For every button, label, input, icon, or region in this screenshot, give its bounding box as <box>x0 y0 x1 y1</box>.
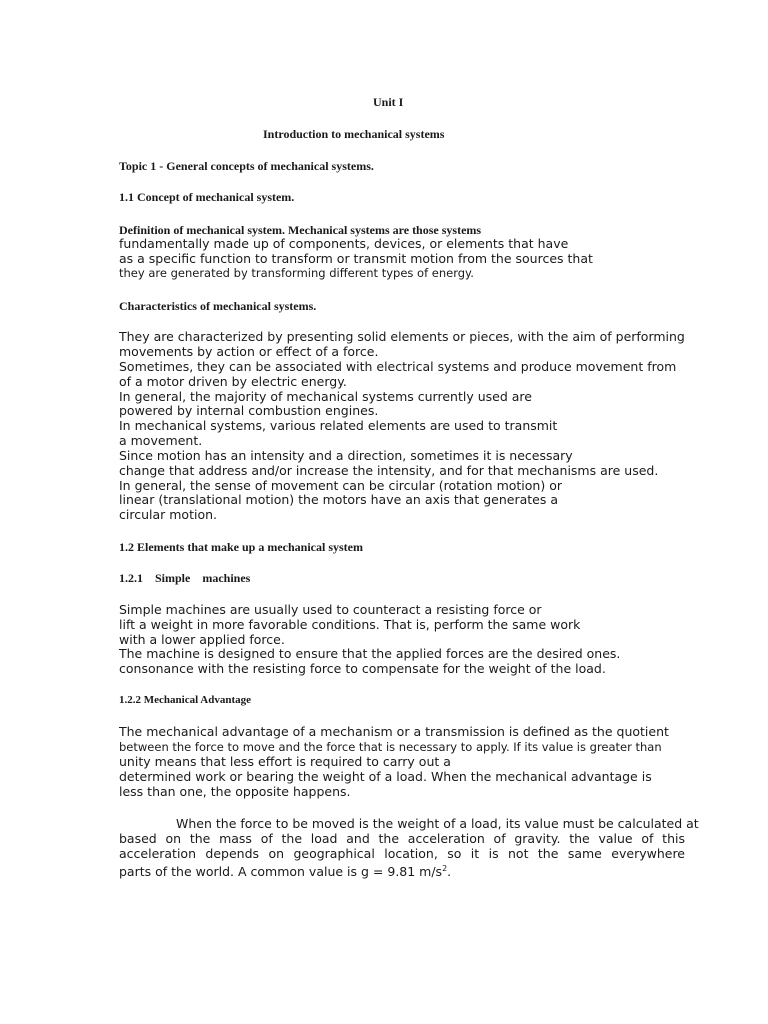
definition-line: fundamentally made up of components, devices, or elements that have <box>119 236 569 251</box>
gravity-line: based on the mass of the load and the acceleration of gravity. the value of this <box>119 831 685 846</box>
advantage-line: between the force to move and the force that is necessary to apply. If its value is greater than <box>119 740 662 754</box>
characteristics-line: In general, the majority of mechanical systems currently used are <box>119 389 532 404</box>
characteristics-line: linear (translational motion) the motors have an axis that generates a <box>119 492 558 507</box>
definition-line: they are generated by transforming different types of energy. <box>119 266 474 280</box>
gravity-superscript: 2 <box>442 864 448 873</box>
gravity-last-period: . <box>447 864 452 879</box>
simple-machines-line: Simple machines are usually used to counteract a resisting force or <box>119 602 542 617</box>
gravity-last-line <box>119 862 451 879</box>
gravity-last-text: parts of the world. A common value is g = 9.81 m/s <box>119 864 443 879</box>
section-1-2-1-heading: 1.2.1 Simple machines <box>119 571 251 585</box>
gravity-line: acceleration depends on geographical location, so it is not the same everywhere <box>119 846 685 861</box>
characteristics-line: powered by internal combustion engines. <box>119 403 379 418</box>
characteristics-line: In mechanical systems, various related elements are used to transmit <box>119 418 558 433</box>
characteristics-line: Sometimes, they can be associated with electrical systems and produce movement from <box>119 359 677 374</box>
unit-subtitle: Introduction to mechanical systems <box>263 127 445 141</box>
unit-title: Unit I <box>373 95 404 109</box>
advantage-line: The mechanical advantage of a mechanism or a transmission is defined as the quotient <box>119 724 669 739</box>
characteristics-line: They are characterized by presenting solid elements or pieces, with the aim of performing <box>119 329 685 344</box>
characteristics-line: of a motor driven by electric energy. <box>119 374 347 389</box>
characteristics-line: In general, the sense of movement can be circular (rotation motion) or <box>119 478 562 493</box>
section-1-1-heading: 1.1 Concept of mechanical system. <box>119 190 295 204</box>
definition-line: as a specific function to transform or transmit motion from the sources that <box>119 251 593 266</box>
simple-machines-line: lift a weight in more favorable conditions. That is, perform the same work <box>119 617 581 632</box>
simple-machines-line: consonance with the resisting force to compensate for the weight of the load. <box>119 661 606 676</box>
characteristics-line: movements by action or effect of a force. <box>119 344 379 359</box>
characteristics-line: circular motion. <box>119 507 217 522</box>
advantage-line: unity means that less effort is required to carry out a <box>119 754 451 769</box>
section-1-2-heading: 1.2 Elements that make up a mechanical system <box>119 540 363 554</box>
characteristics-line: Since motion has an intensity and a direction, sometimes it is necessary <box>119 448 573 463</box>
characteristics-line: change that address and/or increase the intensity, and for that mechanisms are used. <box>119 463 659 478</box>
definition-heading: Definition of mechanical system. Mechanical systems are those systems <box>119 223 482 237</box>
topic-heading: Topic 1 - General concepts of mechanical systems. <box>119 159 374 173</box>
characteristics-line: a movement. <box>119 433 203 448</box>
section-1-2-2-heading: 1.2.2 Mechanical Advantage <box>119 694 251 706</box>
characteristics-heading: Characteristics of mechanical systems. <box>119 299 317 313</box>
advantage-line: determined work or bearing the weight of a load. When the mechanical advantage is <box>119 769 652 784</box>
advantage-line: less than one, the opposite happens. <box>119 784 351 799</box>
simple-machines-line: The machine is designed to ensure that the applied forces are the desired ones. <box>119 646 621 661</box>
simple-machines-line: with a lower applied force. <box>119 632 285 647</box>
gravity-line: When the force to be moved is the weight of a load, its value must be calculated at <box>176 816 699 831</box>
